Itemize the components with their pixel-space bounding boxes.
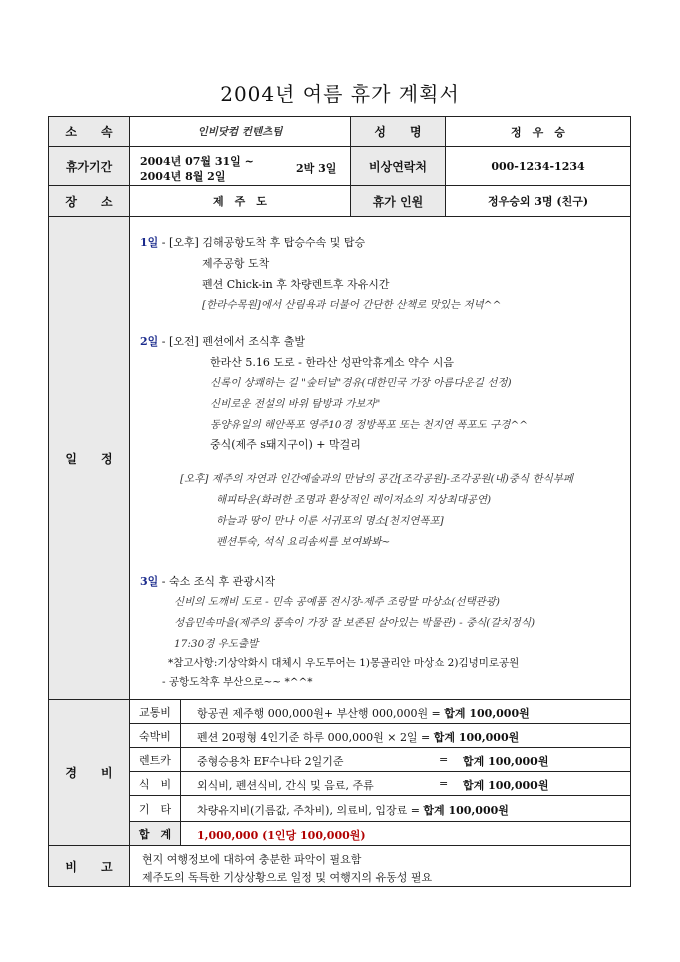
expense-eq: = bbox=[439, 753, 449, 766]
party-size-value: 정우승외 3명 (친구) bbox=[445, 185, 631, 217]
label-place: 장 소 bbox=[48, 185, 130, 217]
label-expenses: 경 비 bbox=[48, 699, 130, 846]
expense-total: 합계 100,000원 bbox=[433, 731, 520, 744]
day2-line1: 2일 - [오전] 펜션에서 조식후 출발 bbox=[140, 335, 305, 348]
affiliation-value: 인비닷컴 컨텐츠팀 bbox=[129, 116, 351, 147]
expense-cat-food: 식 비 bbox=[129, 771, 181, 796]
expense-eq: = bbox=[439, 777, 449, 790]
day2-line10: 펜션투숙, 석식 요리솜씨를 보여봐봐~ bbox=[216, 536, 391, 548]
expense-row-food bbox=[180, 771, 631, 796]
day3-line4: 17:30경 우도출발 bbox=[174, 638, 259, 650]
expense-row-transport bbox=[180, 699, 631, 724]
expense-cat-transport: 교통비 bbox=[129, 699, 181, 724]
schedule-cell bbox=[129, 216, 631, 700]
remarks-cell bbox=[129, 845, 631, 887]
expense-sum-row bbox=[180, 821, 631, 846]
name-value: 정 우 승 bbox=[445, 116, 631, 147]
day3-line2: 신비의 도깨비 도로 - 민속 공예품 전시장-제주 조랑말 마상쇼(선택관광) bbox=[174, 596, 500, 608]
expense-row-lodging bbox=[180, 723, 631, 748]
expense-row-rentcar bbox=[180, 747, 631, 772]
day3-line1: 3일 - 숙소 조식 후 관광시작 bbox=[140, 575, 276, 588]
expense-cat-lodging: 숙박비 bbox=[129, 723, 181, 748]
expense-row-etc bbox=[180, 795, 631, 822]
expense-total: 합계 100,000원 bbox=[463, 755, 549, 768]
day2-line4: 신비로운 전설의 바위 탐방과 가보자" bbox=[210, 398, 381, 410]
expense-total: 합계 100,000원 bbox=[444, 707, 530, 720]
day2-line9: 하늘과 땅이 만나 이룬 서귀포의 명소[천지연폭포] bbox=[216, 515, 444, 527]
day2-line7: [오후] 제주의 자연과 인간예술과의 만남의 공간[조각공원]-조각공원(내)중식 한식부페 bbox=[180, 473, 574, 485]
expense-cat-rentcar: 렌트카 bbox=[129, 747, 181, 772]
day1-heading: 1일 bbox=[140, 236, 159, 249]
place-value: 제 주 도 bbox=[129, 185, 351, 217]
label-schedule: 일 정 bbox=[48, 216, 130, 700]
emergency-contact-value: 000-1234-1234 bbox=[445, 146, 631, 186]
day3-line6: - 공항도착후 부산으로~~ *^^* bbox=[162, 676, 313, 688]
day2-line3: 신록이 상쾌하는 길 "숲터널"경유(대한민국 가장 아름다운길 선정) bbox=[210, 377, 512, 389]
day3-note: *참고사항:기상악화시 대체시 우도투어는 1)몽골리안 마상쇼 2)김녕미로공원 bbox=[168, 657, 520, 669]
remarks-line2: 제주도의 독특한 기상상황으로 일정 및 여행지의 유동성 필요 bbox=[142, 871, 433, 884]
day2-line6: 중식(제주 s돼지구이) + 막걸리 bbox=[210, 438, 361, 451]
vacation-period-cell bbox=[129, 146, 351, 186]
expense-desc: 차량유지비(기름값, 주차비), 의료비, 입장료 = 합계 100,000원 bbox=[197, 804, 509, 817]
label-emergency-contact: 비상연락처 bbox=[350, 146, 446, 186]
label-remarks: 비 고 bbox=[48, 845, 130, 887]
label-party-size: 휴가 인원 bbox=[350, 185, 446, 217]
label-affiliation: 소 속 bbox=[48, 116, 130, 147]
expense-sum-value: 1,000,000 (1인당 100,000원) bbox=[197, 829, 366, 842]
period-nights: 2박 3일 bbox=[296, 162, 337, 175]
expense-desc: 항공권 제주행 000,000원+ 부산행 000,000원 = 합계 100,000원 bbox=[197, 707, 530, 720]
expense-total: 합계 100,000원 bbox=[423, 804, 509, 817]
remarks-line1: 현지 여행정보에 대하여 충분한 파악이 필요함 bbox=[142, 853, 362, 866]
label-name: 성 명 bbox=[350, 116, 446, 147]
expense-desc: 중형승용차 EF수나타 2일기준 bbox=[197, 755, 344, 768]
page-title: 2004년 여름 휴가 계획서 bbox=[220, 82, 460, 106]
day3-heading: 3일 bbox=[140, 575, 159, 588]
expense-desc: 펜션 20평형 4인기준 하루 000,000원 × 2일 = 합계 100,000원 bbox=[197, 731, 520, 744]
day1-line2: 제주공항 도착 bbox=[202, 257, 270, 270]
day2-heading: 2일 bbox=[140, 335, 159, 348]
expense-desc: 외식비, 펜션식비, 간식 및 음료, 주류 bbox=[197, 779, 374, 792]
period-start: 2004년 07월 31일 ~ bbox=[140, 155, 254, 168]
day1-line3: 펜션 Chick-in 후 차량렌트후 자유시간 bbox=[202, 278, 390, 291]
day1-line4: [한라수목원]에서 산림욕과 더불어 간단한 산책로 맛있는 저녁^^ bbox=[202, 299, 502, 311]
expense-cat-etc: 기 타 bbox=[129, 795, 181, 822]
expense-sum-label: 합 계 bbox=[129, 821, 181, 846]
period-end: 2004년 8월 2일 bbox=[140, 170, 226, 183]
label-vacation-period: 휴가기간 bbox=[48, 146, 130, 186]
day1-line1: 1일 - [오후] 김해공항도착 후 탑승수속 및 탑승 bbox=[140, 236, 366, 249]
day3-line3: 성읍민속마을(제주의 풍속이 가장 잘 보존된 살아있는 박물관) - 중식(갈치정식) bbox=[174, 617, 536, 629]
day2-line2: 한라산 5.16 도로 - 한라산 성판악휴게소 약수 시음 bbox=[210, 356, 454, 369]
day2-line5: 동양유일의 해안폭포 영주10경 정방폭포 또는 천지연 폭포도 구경^^ bbox=[210, 419, 529, 431]
day2-line8: 해피타운(화려한 조명과 환상적인 레이저쇼의 지상최대공연) bbox=[216, 494, 492, 506]
expense-total: 합계 100,000원 bbox=[463, 779, 549, 792]
